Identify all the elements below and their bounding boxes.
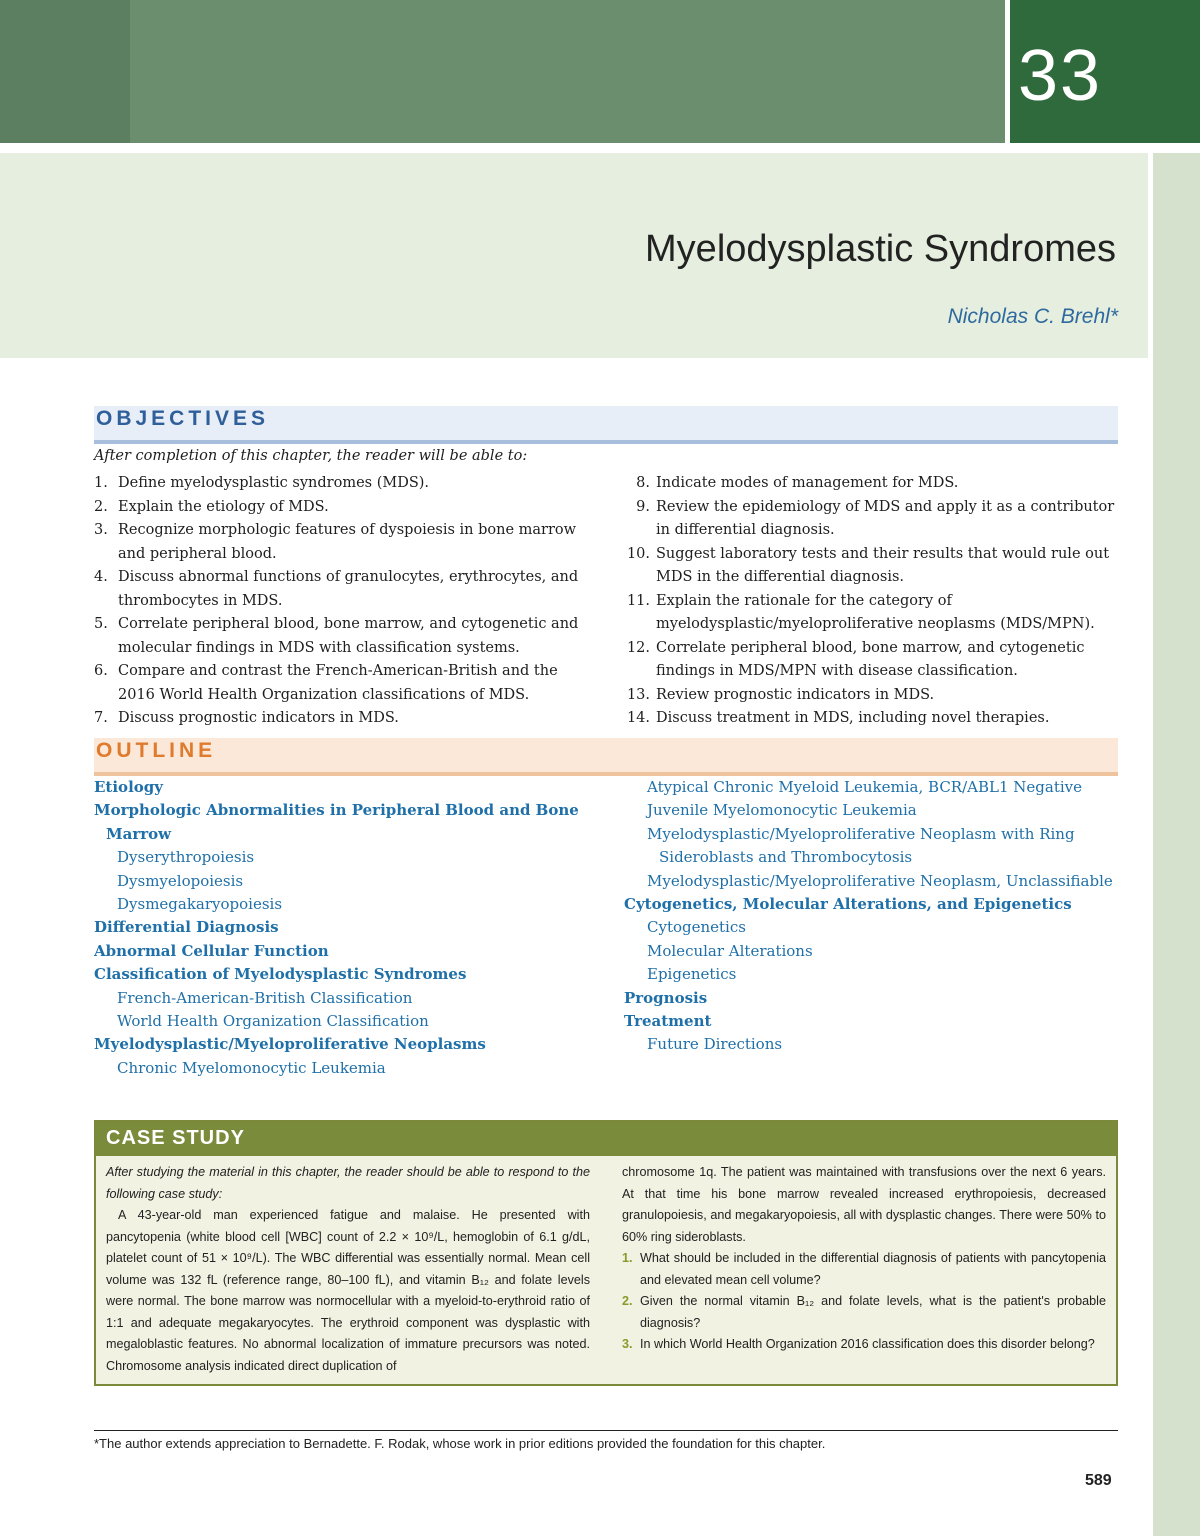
case-study-left-column [106, 1162, 590, 1377]
objective-number: 8. [636, 475, 650, 491]
objective-text: Correlate peripheral blood, bone marrow, and cytogenetic and molecular findings in MDS with classification systems. [118, 616, 579, 656]
outline-link[interactable]: World Health Organization Classification [117, 1012, 429, 1031]
objective-text: Correlate peripheral blood, bone marrow, and cytogenetic findings in MDS/MPN with disease classification. [656, 639, 1085, 679]
objective-number: 12. [626, 639, 650, 656]
chapter-number: 33 [1018, 36, 1103, 116]
objective-item [620, 472, 1120, 496]
case-question-number: 3. [622, 1337, 633, 1351]
objective-number: 2. [94, 498, 108, 515]
objective-item [94, 566, 594, 613]
outline-link[interactable]: Marrow [106, 824, 172, 843]
outline-label: OUTLINE [96, 739, 217, 762]
objective-text: Discuss treatment in MDS, including novel therapies. [656, 710, 1050, 726]
outline-link[interactable]: Cytogenetics [647, 918, 746, 937]
outline-link[interactable]: Future Directions [647, 1035, 783, 1054]
objective-number: 9. [636, 498, 650, 515]
outline-link[interactable]: Dysmegakaryopoiesis [117, 895, 283, 914]
outline-link[interactable]: Etiology [94, 778, 163, 796]
side-tab-strip [1153, 153, 1200, 1536]
objective-item [620, 684, 1120, 708]
outline-link[interactable]: Chronic Myelomonocytic Leukemia [117, 1058, 386, 1077]
outline-link[interactable]: Abnormal Cellular Function [94, 941, 329, 960]
outline-link[interactable]: Juvenile Myelomonocytic Leukemia [647, 801, 917, 820]
case-study-right-column [622, 1162, 1106, 1356]
objective-item [620, 637, 1120, 684]
objective-text: Discuss abnormal functions of granulocytes, erythrocytes, and thrombocytes in MDS. [118, 569, 579, 609]
objective-item [94, 660, 594, 707]
outline-link[interactable]: Dyserythropoiesis [117, 848, 255, 867]
case-study-header [96, 1122, 1116, 1156]
case-question [622, 1248, 1106, 1291]
case-question [622, 1291, 1106, 1334]
objective-item [94, 707, 594, 731]
outline-link[interactable]: Myelodysplastic/Myeloproliferative Neoplasms [94, 1035, 486, 1054]
objective-number: 5. [94, 616, 108, 632]
objectives-intro: After completion of this chapter, the reader will be able to: [94, 448, 528, 464]
outline-link[interactable]: Sideroblasts and Thrombocytosis [659, 848, 913, 867]
objective-number: 14. [626, 710, 650, 726]
chapter-author: Nicholas C. Brehl* [947, 305, 1118, 328]
objective-text: Recognize morphologic features of dyspoiesis in bone marrow and peripheral blood. [118, 522, 577, 562]
case-question-text: Given the normal vitamin B₁₂ and folate levels, what is the patient's probable diagnosis? [640, 1294, 1106, 1330]
outline-link[interactable]: Prognosis [624, 988, 708, 1007]
case-question [622, 1334, 1106, 1356]
case-study-box [94, 1120, 1118, 1386]
footnote: *The author extends appreciation to Bernadette. F. Rodak, whose work in prior editions provided the foundation for this chapter. [94, 1436, 826, 1451]
case-study-body-right: chromosome 1q. The patient was maintained with transfusions over the next 6 years. At that time his bone marrow revealed increased erythropoiesis, decreased granulopoiesis, and megakaryopoiesis, all with dysplastic changes. There were 50% to 60% ring sideroblasts. [622, 1165, 1106, 1244]
outline-header [94, 738, 1118, 776]
chapter-title: Myelodysplastic Syndromes [645, 228, 1116, 270]
objective-item [94, 519, 594, 566]
outline-link[interactable]: Molecular Alterations [647, 941, 813, 960]
objective-item [620, 496, 1120, 543]
case-question-text: What should be included in the differential diagnosis of patients with pancytopenia and elevated mean cell volume? [640, 1251, 1106, 1287]
outline-link[interactable]: Dysmyelopoiesis [117, 871, 244, 890]
outline-link[interactable]: Differential Diagnosis [94, 918, 279, 937]
objective-number: 11. [626, 592, 650, 609]
objective-text: Suggest laboratory tests and their results that would rule out MDS in the differential diagnosis. [656, 545, 1110, 585]
objective-item [620, 707, 1120, 731]
objective-text: Explain the rationale for the category of myelodysplastic/myeloproliferative neoplasms (MDS/MPN). [656, 592, 1095, 632]
header-band [0, 0, 1005, 143]
outline-link[interactable]: Cytogenetics, Molecular Alterations, and Epigenetics [624, 895, 1072, 914]
case-study-intro: After studying the material in this chapter, the reader should be able to respond to the following case study: [106, 1165, 590, 1201]
objective-text: Define myelodysplastic syndromes (MDS). [118, 475, 430, 491]
objective-item [620, 543, 1120, 590]
objective-text: Compare and contrast the French-American-British and the 2016 World Health Organization classifications of MDS. [118, 663, 558, 703]
objective-number: 1. [94, 475, 108, 491]
footnote-divider [94, 1430, 1118, 1431]
outline-list-left [94, 776, 594, 1080]
objective-item [620, 590, 1120, 637]
objective-item [94, 613, 594, 660]
case-study-label: CASE STUDY [106, 1127, 245, 1149]
objective-item [94, 496, 594, 520]
outline-link[interactable]: Myelodysplastic/Myeloproliferative Neoplasm with Ring [647, 824, 1075, 843]
outline-link[interactable]: Epigenetics [647, 965, 737, 984]
outline-link[interactable]: Myelodysplastic/Myeloproliferative Neoplasm, Unclassifiable [647, 871, 1113, 890]
objective-number: 4. [94, 569, 108, 585]
objective-number: 3. [94, 522, 108, 538]
case-question-number: 2. [622, 1294, 633, 1308]
outline-link[interactable]: Classification of Myelodysplastic Syndromes [94, 965, 467, 984]
objective-number: 7. [94, 710, 108, 726]
outline-link[interactable]: French-American-British Classification [117, 988, 413, 1007]
objective-text: Indicate modes of management for MDS. [656, 475, 959, 491]
outline-link[interactable]: Atypical Chronic Myeloid Leukemia, BCR/ABL1 Negative [647, 778, 1082, 796]
objective-text: Discuss prognostic indicators in MDS. [118, 710, 399, 726]
objective-item [94, 472, 594, 496]
page-number: 589 [1085, 1472, 1112, 1489]
case-study-body-left: A 43-year-old man experienced fatigue and malaise. He presented with pancytopenia (white blood cell [WBC] count of 2.2 × 10⁹/L, hemoglobin of 6.1 g/dL, platelet count of 51 × 10⁹/L). The WBC differential was essentially normal. Mean cell volume was 132 fL (reference range, 80–100 fL), and vitamin B₁₂ and folate levels were normal. The bone marrow was normocellular with a myeloid-to-erythroid ratio of 1:1 and adequate megakaryocytes. The erythroid component was dysplastic with megaloblastic features. No abnormal localization of immature precursors was noted. Chromosome analysis indicated direct duplication of [106, 1208, 590, 1373]
case-question-text: In which World Health Organization 2016 classification does this disorder belong? [640, 1337, 1095, 1351]
objectives-header [94, 406, 1118, 444]
objective-text: Explain the etiology of MDS. [118, 498, 329, 515]
objective-number: 13. [626, 686, 650, 703]
objectives-list-right [620, 472, 1120, 731]
header-band-accent [0, 0, 130, 143]
outline-link[interactable]: Treatment [624, 1012, 712, 1031]
outline-list-right [624, 776, 1124, 1057]
objectives-list-left [94, 472, 594, 731]
objective-text: Review the epidemiology of MDS and apply it as a contributor in differential diagnosis. [656, 498, 1115, 538]
objective-number: 10. [626, 545, 650, 562]
outline-link[interactable]: Morphologic Abnormalities in Peripheral Blood and Bone [94, 801, 579, 820]
objective-number: 6. [94, 663, 108, 679]
case-question-number: 1. [622, 1251, 633, 1265]
objective-text: Review prognostic indicators in MDS. [656, 686, 935, 703]
objectives-label: OBJECTIVES [96, 407, 270, 430]
